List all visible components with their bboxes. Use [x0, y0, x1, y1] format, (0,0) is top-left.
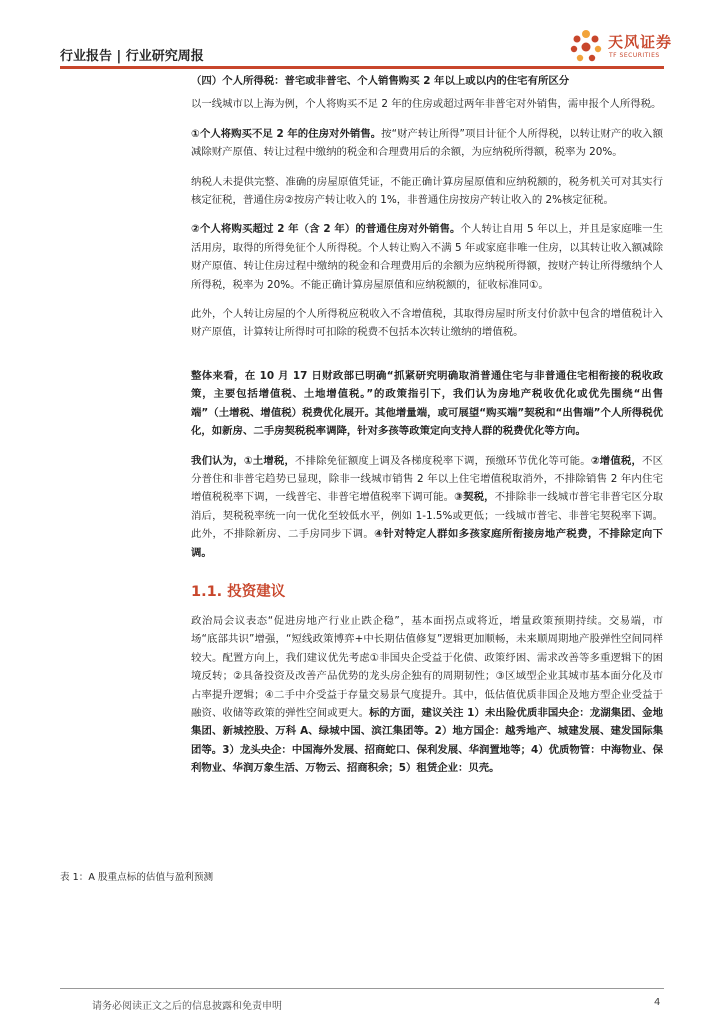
- intro-paragraph: 以一线城市以上海为例，个人将购买不足 2 年的住房或超过两年非普宅对外销售，需申报个人所得税。: [191, 98, 662, 111]
- vat-note-paragraph: 此外，个人转让房屋的个人所得税应税收入不含增值税，其取得房屋时所支付价款中包含的增值税计入财产原值，计算转让所得时可扣除的税费不包括本次转让缴纳的增值税。: [191, 308, 663, 339]
- header-rule: [60, 66, 664, 69]
- view-targeted: ④针对特定人群如多孩家庭所衔接房地产税费，不排除定向下调。: [191, 528, 663, 559]
- item1-body: 按“财产转让所得”项目计征个人所得税，以转让财产的收入额减除财产原值、转让过程中缴纳的税金和合理费用后的余额，为应纳税所得额，税率为 20%。: [191, 127, 663, 159]
- item1-paragraph: [191, 125, 663, 162]
- view-vat-lead: ②增值税，: [590, 454, 643, 467]
- page-number: 4: [654, 997, 661, 1008]
- investment-picks: 标的方面，建议关注 1）未出险优质非国央企：龙湖集团、金地集团、新城控股、万科 A、绿城中国、滨江集团等。2）地方国企：越秀地产、城建发展、建发国际集团等。3）龙头央企：中国海外发展、招商蛇口、保利发展、华润置地等；4）优质物管：中海物业、保利物业、华润万象生活、万物云、招商积余；5）租赁企业：贝壳。: [191, 706, 663, 775]
- section-heading: （四）个人所得税：普宅或非普宅、个人销售购买 2 年以上或以内的住宅有所区分: [191, 75, 570, 87]
- footer-rule: [60, 988, 664, 989]
- view-text-2: 不区分普住和非普宅趋势已显现，除非一线城市销售 2 年以上住宅增值税取消外，不排除销售 2 年内住宅增值税税率下调，一线普宅、非普宅增值税率下调可能。: [191, 454, 664, 504]
- logo-subtitle: TF SECURITIES: [609, 52, 660, 59]
- tf-logo-icon: [566, 28, 606, 66]
- company-logo: [566, 28, 681, 66]
- report-header-title: 行业报告 | 行业研究周报: [60, 49, 204, 64]
- footer-disclaimer: 请务必阅读正文之后的信息披露和免责申明: [92, 1001, 282, 1012]
- summary-paragraph: 整体来看，在 10 月 17 日财政部已明确“抓紧研究明确取消普通住宅与非普通住宅相衔接的税收政策，主要包括增值税、土地增值税。”的政策指引下，我们认为房地产税收优化或优先围绕“出售端”（土增税、增值税）税费优化展开。其他增量端，或可展望“购买端”契税和“出售端”个人所得税优化，如新房、二手房契税税率调降，针对多孩等政策定向支持人群的税费优化等方向。: [191, 369, 663, 438]
- view-paragraph: [191, 452, 663, 562]
- report-body: [191, 72, 663, 789]
- table-caption: 表 1：A 股重点标的估值与盈利预测: [60, 872, 214, 883]
- view-lead: 我们认为，①土增税，: [191, 454, 296, 467]
- investment-body: 政治局会议表态“促进房地产行业止跌企稳”，基本面拐点或将近，增量政策预期持续。交易端，市场“底部共识”增强，“短线政策博弈+中长期估值修复”逻辑更加顺畅，未来顺周期地产股弹性空间同样较大。配置方向上，我们建议优先考虑①非国央企受益于化债、政策纾困、需求改善等多重逻辑下的困境反转；②具备投资及改善产品优势的龙头房企独有的周期韧性；③区域型企业其城市基本面分化及市占率提升逻辑；④二手中介受益于存量交易景气度提升。其中，低估值优质非国企及地方型企业受益于融资、收储等政策的弹性空间或更大。: [191, 614, 663, 719]
- investment-paragraph: [191, 612, 663, 778]
- item2-body: 个人转让自用 5 年以上，并且是家庭唯一生活用房，取得的所得免征个人所得税。个人转让购入不满 5 年或家庭非唯一住房，以其转让收入额减除财产原值、转让住房过程中缴纳的税金和合理费用后的余额为应纳税所得额，按财产转让所得缴纳个人所得税，税率为 20%。不能正确计算房屋原值和应纳税额的，征收标准同①。: [191, 223, 664, 291]
- investment-section-title: 1.1. 投资建议: [191, 583, 286, 600]
- item2-paragraph: [191, 220, 663, 294]
- view-text-3: 不排除非一线城市普宅非普宅区分取消后，契税税率统一向一优化至较低水平，例如 1-1.5%或更低；一线城市普宅、非普宅契税率下调。此外，不排除新房、二手房同步下调。: [191, 491, 663, 541]
- item2-lead: ②个人将购买超过 2 年（含 2 年）的普通住房对外销售。: [191, 223, 461, 236]
- item1-note-paragraph: 纳税人未提供完整、准确的房屋原值凭证，不能正确计算房屋原值和应纳税额的，税务机关可对其实行核定征税，普通住房②按房产转让收入的 1%，非普通住房按房产转让收入的 2%核定征税。: [191, 175, 663, 207]
- view-text-1: 不排除免征额度上调及各梯度税率下调，预缴环节优化等可能。: [295, 454, 591, 467]
- logo-name: 天风证券: [608, 33, 673, 51]
- item1-lead: ①个人将购买不足 2 年的住房对外销售。: [191, 127, 382, 140]
- view-deed-lead: ③契税，: [454, 491, 495, 504]
